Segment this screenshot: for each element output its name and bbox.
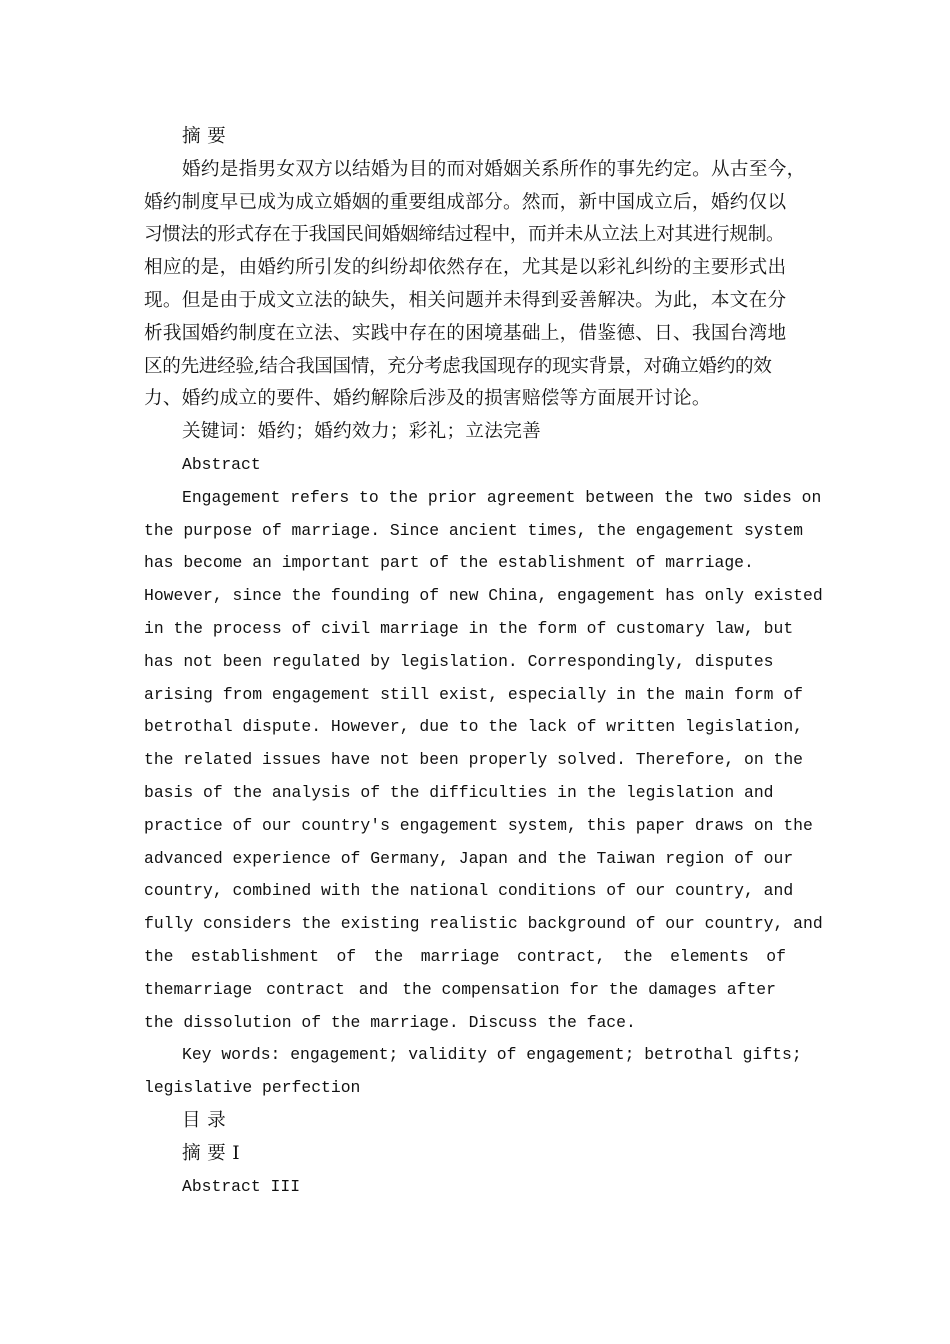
en-word: contract, bbox=[516, 946, 606, 966]
en-abstract-line: betrothal dispute. However, due to the lack of written legislation, bbox=[144, 717, 804, 737]
en-word: of bbox=[766, 946, 786, 966]
en-word: the bbox=[144, 946, 174, 966]
en-abstract-line: the dissolution of the marriage. Discuss the face. bbox=[144, 1012, 636, 1032]
cn-abstract-line: 区的先进经验,结合我国国情，充分考虑我国现存的现实背景，对确立婚约的效 bbox=[144, 355, 772, 377]
en-word: the compensation for the damages after bbox=[402, 979, 776, 999]
en-word: establishment bbox=[191, 946, 319, 966]
en-keywords-continued: legislative perfection bbox=[144, 1078, 361, 1098]
cn-abstract-line: 婚约制度早已成为成立婚姻的重要组成部分。然而，新中国成立后，婚约仅以 bbox=[144, 191, 787, 213]
en-abstract-line: advanced experience of Germany, Japan and the Taiwan region of our bbox=[144, 848, 794, 868]
en-abstract-line: the purpose of marriage. Since ancient times, the engagement system bbox=[144, 520, 804, 540]
en-word: of bbox=[336, 946, 357, 966]
cn-abstract-line: 婚约是指男女双方以结婚为目的而对婚姻关系所作的事先约定。从古至今， bbox=[182, 158, 806, 180]
cn-abstract-line: 相应的是，由婚约所引发的纠纷却依然存在，尤其是以彩礼纠纷的主要形式出 bbox=[144, 257, 787, 279]
en-word: themarriage bbox=[144, 979, 253, 999]
cn-abstract-line: 现。但是由于成文立法的缺失，相关问题并未得到妥善解决。为此，本文在分 bbox=[144, 289, 787, 311]
document-body bbox=[144, 121, 823, 1203]
en-abstract-heading: Abstract bbox=[182, 454, 261, 474]
cn-abstract-line: 力、婚约成立的要件、婚约解除后涉及的损害赔偿等方面展开讨论。 bbox=[144, 388, 711, 410]
en-abstract-line: has not been regulated by legislation. Correspondingly, disputes bbox=[144, 651, 774, 671]
toc-item: 摘 要 I bbox=[182, 1142, 240, 1164]
en-abstract-line-justified bbox=[144, 974, 776, 1007]
en-abstract-line: has become an important part of the establishment of marriage. bbox=[144, 553, 754, 573]
en-abstract-line: the related issues have not been properly solved. Therefore, on the bbox=[144, 750, 804, 770]
en-abstract-line: Engagement refers to the prior agreement between the two sides on bbox=[182, 487, 822, 507]
en-word: elements bbox=[670, 946, 749, 966]
en-abstract-line: However, since the founding of new China, engagement has only existed bbox=[144, 586, 823, 606]
cn-abstract-paragraph bbox=[144, 154, 808, 416]
en-word: contract bbox=[266, 979, 345, 999]
en-word: the bbox=[373, 946, 404, 966]
cn-abstract-line: 析我国婚约制度在立法、实践中存在的困境基础上，借鉴德、日、我国台湾地 bbox=[144, 322, 787, 344]
en-word: marriage bbox=[420, 946, 500, 966]
en-abstract-paragraph bbox=[144, 482, 823, 1040]
toc-heading: 目 录 bbox=[182, 1109, 226, 1131]
en-keywords: Key words: engagement; validity of engagement; betrothal gifts; bbox=[182, 1045, 802, 1065]
en-word: and bbox=[358, 979, 389, 999]
toc-item: Abstract III bbox=[182, 1176, 301, 1196]
en-abstract-line: in the process of civil marriage in the form of customary law, but bbox=[144, 618, 794, 638]
en-abstract-line: arising from engagement still exist, especially in the main form of bbox=[144, 684, 804, 704]
en-abstract-line: fully considers the existing realistic background of our country, and bbox=[144, 914, 823, 934]
en-word: the bbox=[623, 946, 653, 966]
cn-keywords: 关键词：婚约；婚约效力；彩礼；立法完善 bbox=[182, 421, 541, 443]
en-abstract-line: basis of the analysis of the difficulties in the legislation and bbox=[144, 782, 774, 802]
cn-abstract-line: 习惯法的形式存在于我国民间婚姻缔结过程中，而并未从立法上对其进行规制。 bbox=[144, 224, 785, 246]
en-abstract-line: practice of our country's engagement system, this paper draws on the bbox=[144, 815, 813, 835]
en-abstract-line-justified bbox=[144, 941, 786, 974]
en-abstract-line: country, combined with the national conditions of our country, and bbox=[144, 881, 794, 901]
cn-abstract-heading: 摘 要 bbox=[182, 126, 226, 147]
